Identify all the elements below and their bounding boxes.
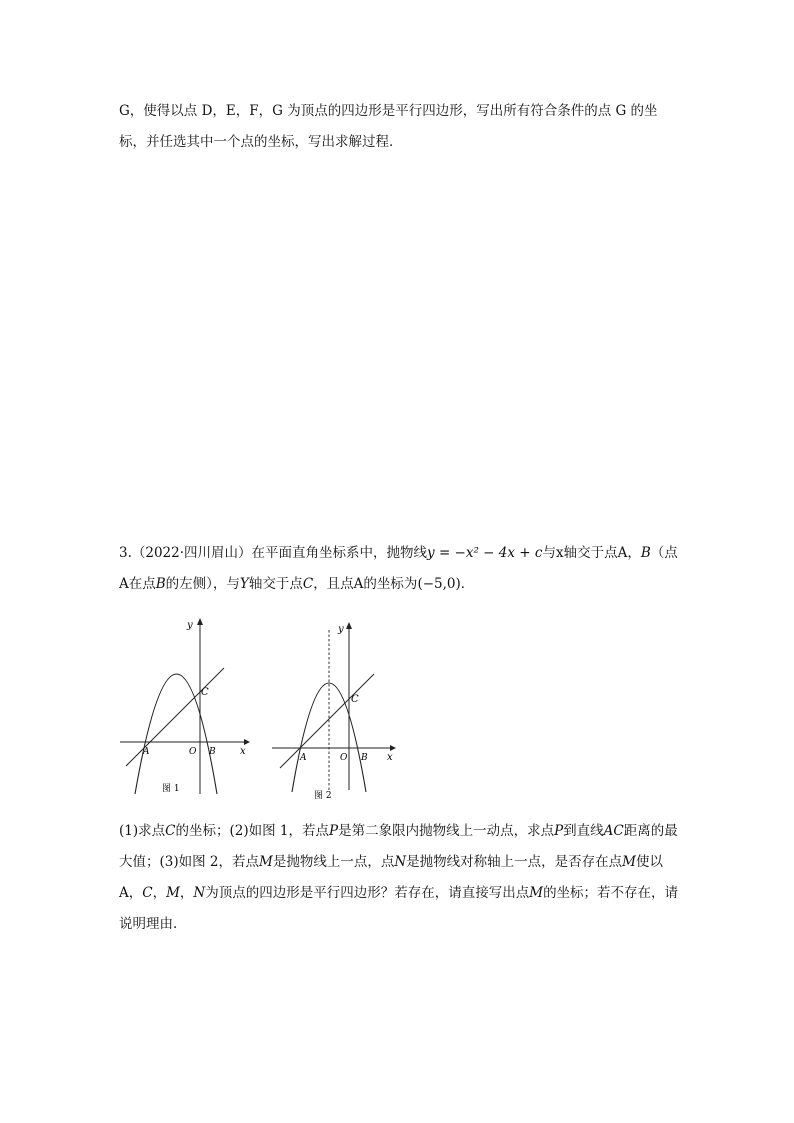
q-text: 使以A， xyxy=(119,854,663,901)
q-text: 是第二象限内抛物线上一动点，求点 xyxy=(338,823,555,839)
q-math: N xyxy=(193,885,206,901)
y-axis-arrow xyxy=(346,622,352,629)
q-math: N xyxy=(394,854,407,870)
intro-g: ． xyxy=(460,576,475,592)
continued-problem-text: G，使得以点 D，E，F，G 为顶点的四边形是平行四边形，写出所有符合条件的点 G 的坐标，并任选其中一个点的坐标，写出求解过程． xyxy=(119,103,658,150)
label-x: x xyxy=(387,752,393,763)
q-math: M xyxy=(529,885,544,901)
label-y: y xyxy=(338,624,344,635)
label-o: O xyxy=(340,753,348,763)
q-text: 的坐标；若不存在，请说明理由． xyxy=(119,885,679,932)
q-math: AC xyxy=(603,823,624,839)
q-math: C xyxy=(142,885,153,901)
x-axis-arrow xyxy=(390,745,396,751)
intro-f: ，且点A的坐标为 xyxy=(313,576,418,592)
label-y: y xyxy=(187,620,193,631)
axis-y-name: Y xyxy=(239,576,249,592)
label-b: B xyxy=(361,753,368,763)
point-b: B xyxy=(640,545,651,561)
label-c: C xyxy=(201,687,209,698)
point-a-coordinate: (−5,0) xyxy=(417,576,461,592)
figure-1-caption: 图 1 xyxy=(162,784,180,794)
q-math: M xyxy=(622,854,636,870)
label-x: x xyxy=(240,746,246,757)
point-b-2: B xyxy=(155,576,166,592)
q-text: 为顶点的四边形是平行四边形？若存在，请直接写出点 xyxy=(205,885,530,901)
q-text: ， xyxy=(179,885,194,901)
x-axis-arrow xyxy=(244,739,250,745)
label-b: B xyxy=(209,747,216,757)
q-math: M xyxy=(259,854,273,870)
label-c: C xyxy=(351,694,359,705)
intro-b: 与x轴交于点A， xyxy=(542,545,641,561)
label-a: A xyxy=(300,753,307,763)
label-o: O xyxy=(189,747,197,757)
q-math: C xyxy=(165,823,176,839)
problem-3-questions xyxy=(119,816,679,940)
q-text: 是抛物线上一点，点 xyxy=(272,854,395,870)
problem-3-statement xyxy=(119,538,679,600)
q-text: (1)求点 xyxy=(119,823,166,839)
label-a: A xyxy=(143,747,150,757)
y-axis-arrow xyxy=(197,618,203,625)
intro-d: 的左侧），与 xyxy=(165,576,240,592)
q-math: P xyxy=(554,823,564,839)
point-c: C xyxy=(302,576,314,592)
q-math: M xyxy=(166,885,180,901)
q-text: 距离的最大值；(3)如图 2，若点 xyxy=(119,823,678,870)
figure-1 xyxy=(116,616,251,798)
q-text: 的坐标；(2)如图 1，若点 xyxy=(175,823,329,839)
intro-c: （点A在点 xyxy=(119,545,678,592)
q-math: P xyxy=(328,823,339,839)
q-text: 是抛物线对称轴上一点，是否存在点 xyxy=(406,854,623,870)
line-ac xyxy=(280,674,374,768)
intro-e: 轴交于点 xyxy=(248,576,303,592)
figure-2 xyxy=(268,620,400,804)
q-text: ， xyxy=(152,885,167,901)
intro-a: 3.（2022·四川眉山）在平面直角坐标系中，抛物线 xyxy=(119,545,428,561)
figure-2-caption: 图 2 xyxy=(314,791,332,801)
parabola-equation: y = −x² − 4x + c xyxy=(427,545,543,561)
q-text: 到直线 xyxy=(563,823,604,839)
